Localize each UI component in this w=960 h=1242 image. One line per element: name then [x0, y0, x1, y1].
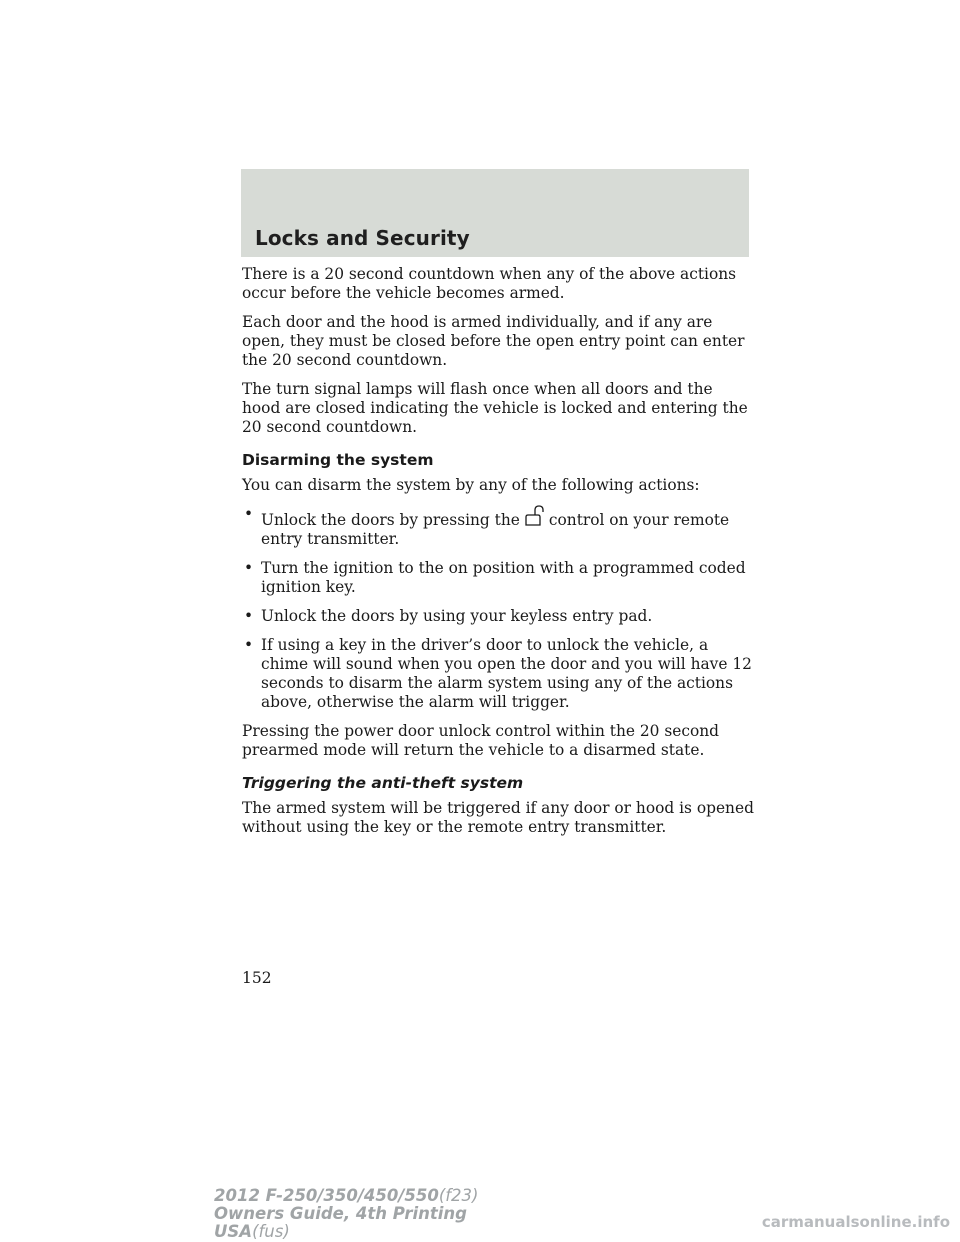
heading-disarming: Disarming the system	[242, 451, 434, 469]
footer-model-code: (f23)	[438, 1186, 479, 1205]
unlock-icon	[522, 505, 546, 527]
heading-triggering: Triggering the anti-theft system	[242, 774, 524, 792]
paragraph-countdown: There is a 20 second countdown when any of the above actions occur before the vehicle becomes armed.	[242, 265, 737, 302]
disarm-actions-list	[242, 505, 754, 712]
paragraph-turn-signal: The turn signal lamps will flash once when all doors and the hood are closed indicating the vehicle is locked and entering the 20 second countdown.	[242, 380, 748, 436]
paragraph-prearmed: Pressing the power door unlock control within the 20 second prearmed mode will return the vehicle to a disarmed state.	[242, 722, 719, 759]
page-content	[242, 265, 754, 847]
list-item: • Turn the ignition to the on position with a programmed coded ignition key.	[242, 559, 754, 597]
paragraph-armed-individually: Each door and the hood is armed individually, and if any are open, they must be closed before the open entry point can enter the 20 second countdown.	[242, 313, 745, 369]
section-title: Locks and Security	[255, 226, 470, 250]
footer-line-guide	[214, 1205, 479, 1223]
document-footer	[214, 1187, 479, 1241]
footer-line-region	[214, 1223, 479, 1241]
footer-region-code: (fus)	[252, 1222, 290, 1241]
bullet-text-after-icon: control on your remote entry transmitter.	[261, 511, 730, 548]
footer-region: USA	[214, 1222, 253, 1241]
paragraph-disarm-intro: You can disarm the system by any of the following actions:	[242, 476, 700, 494]
list-item	[242, 505, 754, 549]
page-number: 152	[242, 969, 272, 987]
footer-line-model	[214, 1187, 479, 1205]
list-item: • Unlock the doors by using your keyless entry pad.	[242, 607, 754, 626]
footer-guide: Owners Guide, 4th Printing	[214, 1204, 467, 1223]
list-item: • If using a key in the driver’s door to unlock the vehicle, a chime will sound when you open the door and you will have 12 seconds to disarm the alarm system using any of the actions above, otherwise the alarm will trigger.	[242, 636, 754, 712]
footer-model: 2012 F-250/350/450/550	[214, 1186, 439, 1205]
bullet-text-before-icon: Unlock the doors by pressing the	[261, 511, 520, 529]
paragraph-trigger: The armed system will be triggered if any door or hood is opened without using the key or the remote entry transmitter.	[242, 799, 754, 836]
watermark: carmanualsonline.info	[761, 1213, 950, 1231]
